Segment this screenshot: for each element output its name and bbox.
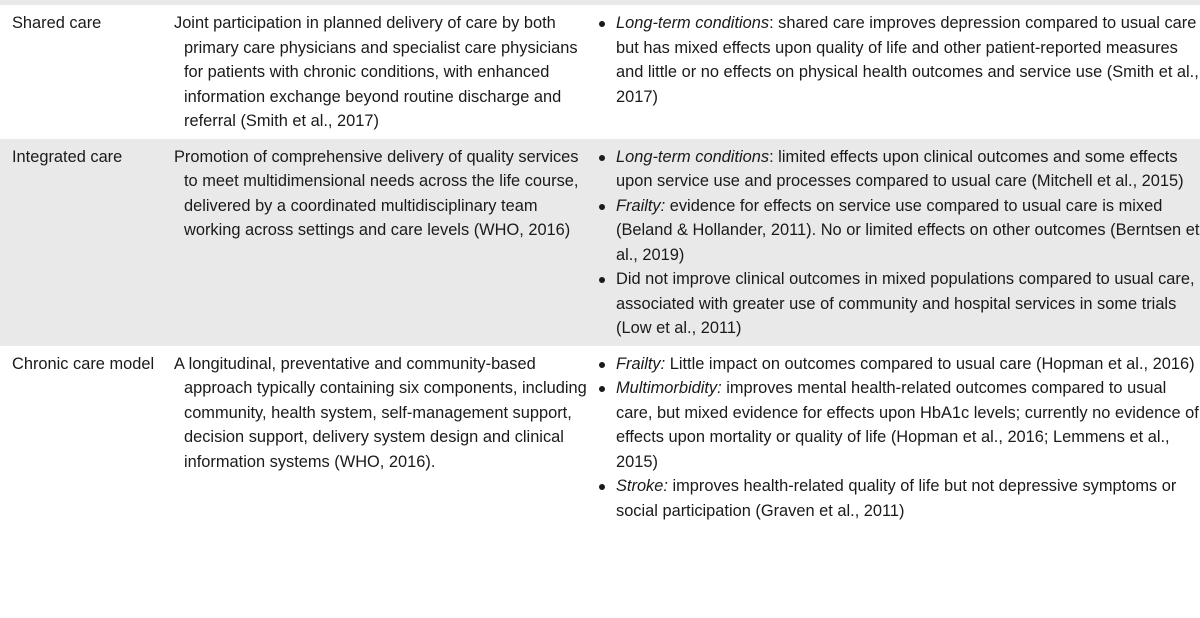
evidence-text: Did not improve clinical outcomes in mixed populations compared to usual care, associated with greater use of community and hospital services in some trials (Low et al., 2011) — [616, 270, 1195, 337]
table-row-chronic-care-model — [0, 346, 1200, 530]
term-cell — [0, 346, 174, 530]
evidence-label: Long-term conditions — [616, 147, 770, 166]
definition-text: A longitudinal, preventative and community-based approach typically containing six components, including community, health system, self-management support, decision support, delivery system design and clinical information systems (WHO, 2016). — [174, 354, 587, 471]
evidence-item — [594, 352, 1200, 377]
evidence-list — [594, 145, 1200, 341]
evidence-label: Stroke: — [616, 477, 668, 495]
evidence-label: Frailty: — [616, 354, 666, 373]
evidence-item: Long-term conditions: shared care improves depression compared to usual care but has mixed effects upon quality of life and other patient-reported measures and little or no effects on physical health outcomes and service use (Smith et al., 2017) — [594, 11, 1200, 109]
term-label: Shared care — [12, 14, 102, 32]
evidence-label: Frailty: — [616, 196, 666, 215]
evidence-text: improves health-related quality of life but not depressive symptoms or social participation (Graven et al., 2011) — [616, 477, 1177, 520]
evidence-list — [594, 352, 1200, 524]
evidence-item — [594, 474, 1200, 523]
evidence-item — [594, 267, 1200, 341]
evidence-cell — [594, 5, 1200, 139]
evidence-list — [594, 11, 1200, 109]
term-label: Integrated care — [12, 147, 123, 166]
evidence-item — [594, 194, 1200, 268]
evidence-text: improves mental health-related outcomes compared to usual care, but mixed evidence for effects upon HbA1c levels; currently no evidence of effects upon mortality or quality of life (Hopman et al., 2016; Lemmens et al., 2015) — [616, 379, 1199, 471]
term-cell — [0, 5, 174, 139]
evidence-item: Long-term conditions: limited effects upon clinical outcomes and some effects upon service use and processes compared to usual care (Mitchell et al., 2015) — [594, 145, 1200, 194]
table-row-shared-care — [0, 5, 1200, 139]
definition-cell — [174, 139, 594, 346]
evidence-item — [594, 376, 1200, 474]
evidence-text: shared care improves depression compared to usual care but has mixed effects upon quality of life and other patient-reported measures and little or no effects on physical health outcomes and service use (Smith et al., 2017) — [616, 14, 1199, 106]
care-models-table — [0, 5, 1200, 529]
definition-text: Promotion of comprehensive delivery of quality services to meet multidimensional needs across the life course, delivered by a coordinated multidisciplinary team working across settings and care levels (WHO, 2016) — [174, 147, 579, 239]
definition-cell — [174, 346, 594, 530]
term-cell — [0, 139, 174, 346]
definition-cell — [174, 5, 594, 139]
table-row-integrated-care — [0, 139, 1200, 346]
evidence-text: evidence for effects on service use compared to usual care is mixed (Beland & Hollander, 2011). No or limited effects on other outcomes (Berntsen et al., 2019) — [616, 196, 1200, 264]
evidence-cell — [594, 139, 1200, 346]
term-label: Chronic care model — [12, 354, 155, 373]
evidence-text: Little impact on outcomes compared to usual care (Hopman et al., 2016) — [669, 354, 1195, 373]
evidence-label: Multimorbidity: — [616, 379, 722, 397]
definition-text: Joint participation in planned delivery of care by both primary care physicians and specialist care physicians for patients with chronic conditions, with enhanced information exchange beyond routine discharge and referral (Smith et al., 2017) — [174, 14, 578, 130]
evidence-text: limited effects upon clinical outcomes and some effects upon service use and processes compared to usual care (Mitchell et al., 2015) — [616, 147, 1184, 190]
evidence-label: Long-term conditions — [616, 14, 770, 32]
evidence-cell — [594, 346, 1200, 530]
